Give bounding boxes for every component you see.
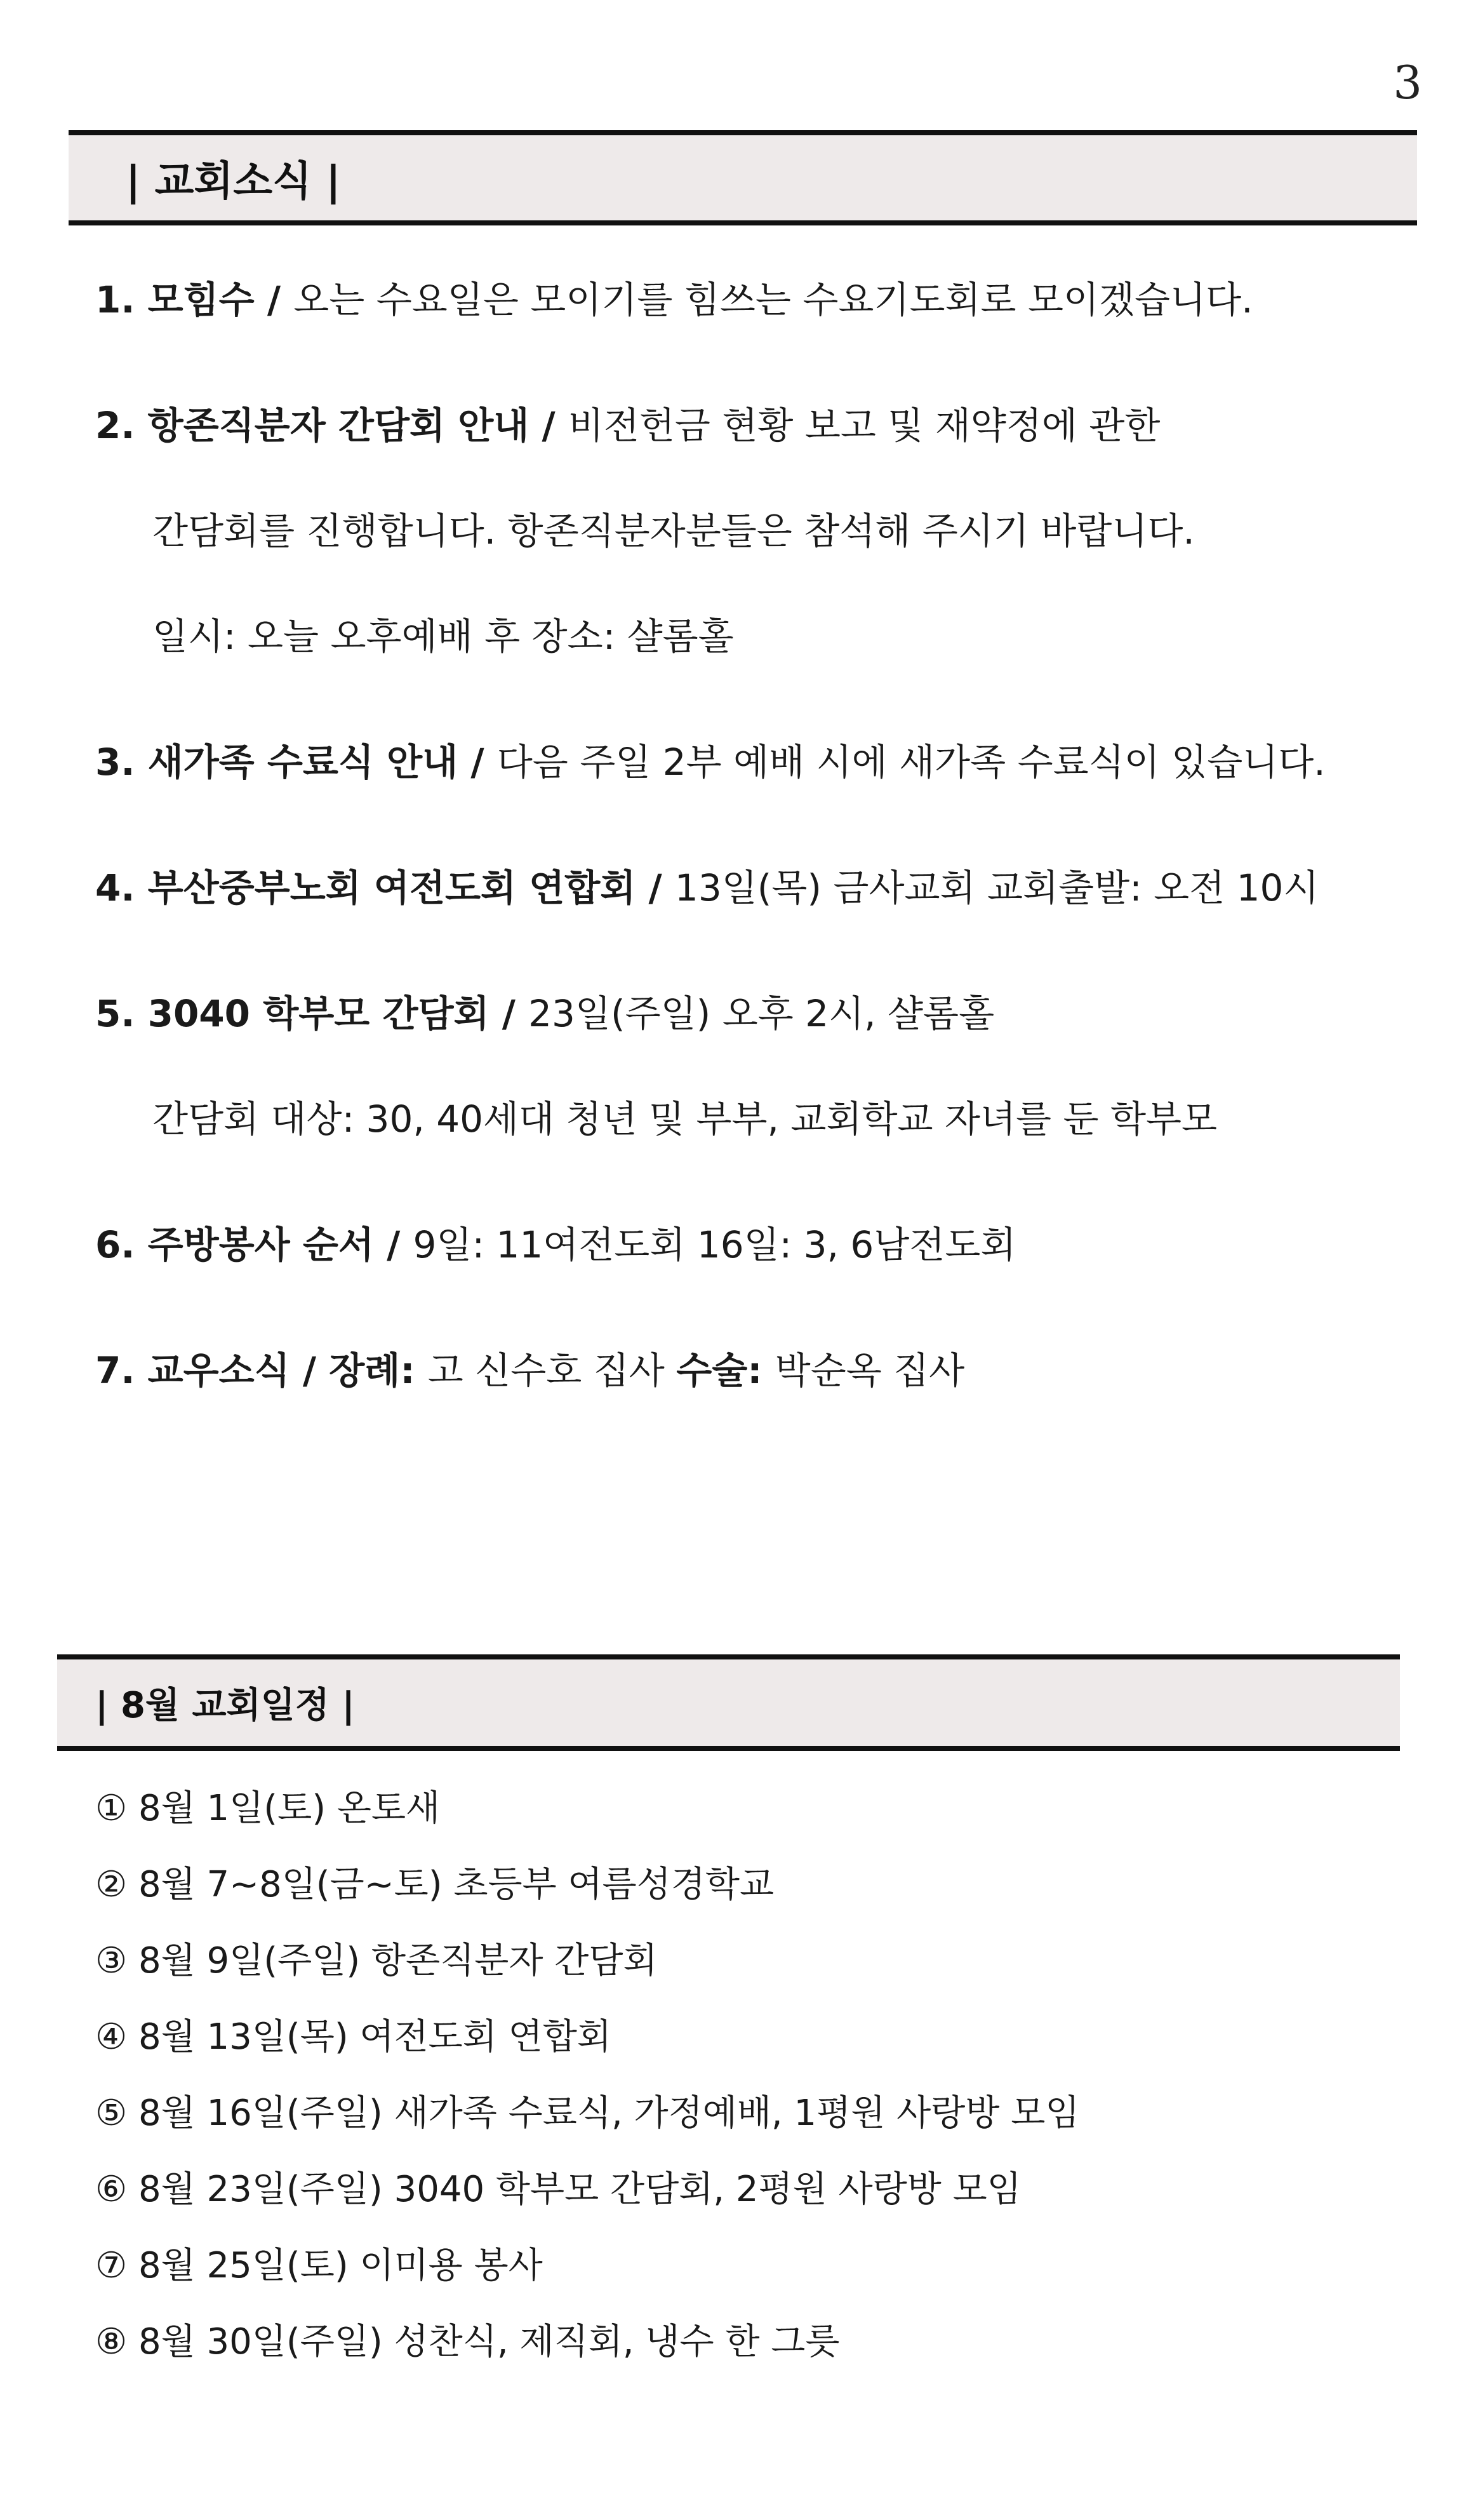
news-item-text: 23일(주일) 오후 2시, 샬롬홀 [528, 992, 995, 1035]
schedule-item: ① 8월 1일(토) 온토새 [95, 1788, 441, 1829]
news-item-text: 13일(목) 금사교회 교회출발: 오전 10시 [674, 866, 1319, 909]
news-item-text: 다음 주일 2부 예배 시에 새가족 수료식이 있습니다. [496, 741, 1326, 784]
news-item-text: 고 신수호 집사 [427, 1349, 677, 1392]
news-item-text: 일시: 오늘 오후예배 후 장소: 샬롬홀 [152, 615, 734, 658]
church-news-title: | 교회소식 | [126, 158, 341, 205]
schedule-item: ⑥ 8월 23일(주일) 3040 학부모 간담회, 2평원 사랑방 모임 [95, 2169, 1022, 2210]
news-item-title: 새가족 수료식 안내 / [147, 741, 497, 784]
schedule-item: ④ 8월 13일(목) 여전도회 연합회 [95, 2016, 611, 2058]
schedule-title: | 8월 교회일정 | [95, 1685, 355, 1726]
church-news-header [69, 130, 1417, 225]
news-item-title: 모힘수 / [147, 278, 294, 321]
news-item-title: 교우소식 / [147, 1349, 330, 1392]
news-item-number: 2. [95, 404, 148, 447]
schedule-item: ② 8월 7~8일(금~토) 초등부 여름성경학교 [95, 1864, 775, 1905]
news-item-title: 3040 학부모 간담회 / [147, 992, 529, 1035]
news-item [95, 987, 1428, 1146]
schedule-item: ③ 8월 9일(주일) 항존직분자 간담회 [95, 1940, 658, 1981]
news-item-number: 4. [95, 866, 148, 909]
news-item [95, 399, 1428, 663]
news-item-text: 간담회 대상: 30, 40세대 청년 및 부부, 교회학교 자녀를 둔 학부모 [152, 1097, 1218, 1141]
news-item-number: 7. [95, 1349, 148, 1392]
news-item-title: 주방봉사 순서 / [147, 1223, 413, 1266]
news-item [95, 861, 1428, 915]
schedule-header [57, 1654, 1400, 1751]
church-news-list [95, 273, 1428, 1470]
schedule-list [95, 1783, 1397, 2393]
news-item-text: 박순옥 집사 [775, 1349, 965, 1392]
news-item-label: 수술: [676, 1349, 775, 1392]
news-item [95, 273, 1428, 326]
schedule-item: ⑧ 8월 30일(주일) 성찬식, 제직회, 냉수 한 그릇 [95, 2321, 840, 2362]
news-item [95, 735, 1428, 789]
schedule-item: ⑦ 8월 25일(토) 이미용 봉사 [95, 2245, 543, 2286]
news-item-number: 3. [95, 741, 148, 784]
news-item-text: 9일: 11여전도회 16일: 3, 6남전도회 [413, 1223, 1016, 1266]
news-item-title: 부산중부노회 여전도회 연합회 / [147, 866, 675, 909]
news-item [95, 1344, 1428, 1397]
news-item-number: 5. [95, 992, 148, 1035]
news-item [95, 1218, 1428, 1271]
news-item-number: 1. [95, 278, 148, 321]
news-item-title: 항존직분자 간담회 안내 / [147, 404, 568, 447]
schedule-item: ⑤ 8월 16일(주일) 새가족 수료식, 가정예배, 1평원 사랑방 모임 [95, 2093, 1080, 2134]
page-number: 3 [1393, 56, 1422, 109]
news-item-text: 오는 수요일은 모이기를 힘쓰는 수요기도회로 모이겠습니다. [293, 278, 1253, 321]
news-item-label: 장례: [329, 1349, 428, 1392]
news-item-text: 비전헌금 현황 보고 및 재약정에 관한 [568, 404, 1161, 447]
news-item-number: 6. [95, 1223, 148, 1266]
news-item-text: 간담회를 진행합니다. 항존직분자분들은 참석해 주시기 바랍니다. [152, 509, 1195, 553]
